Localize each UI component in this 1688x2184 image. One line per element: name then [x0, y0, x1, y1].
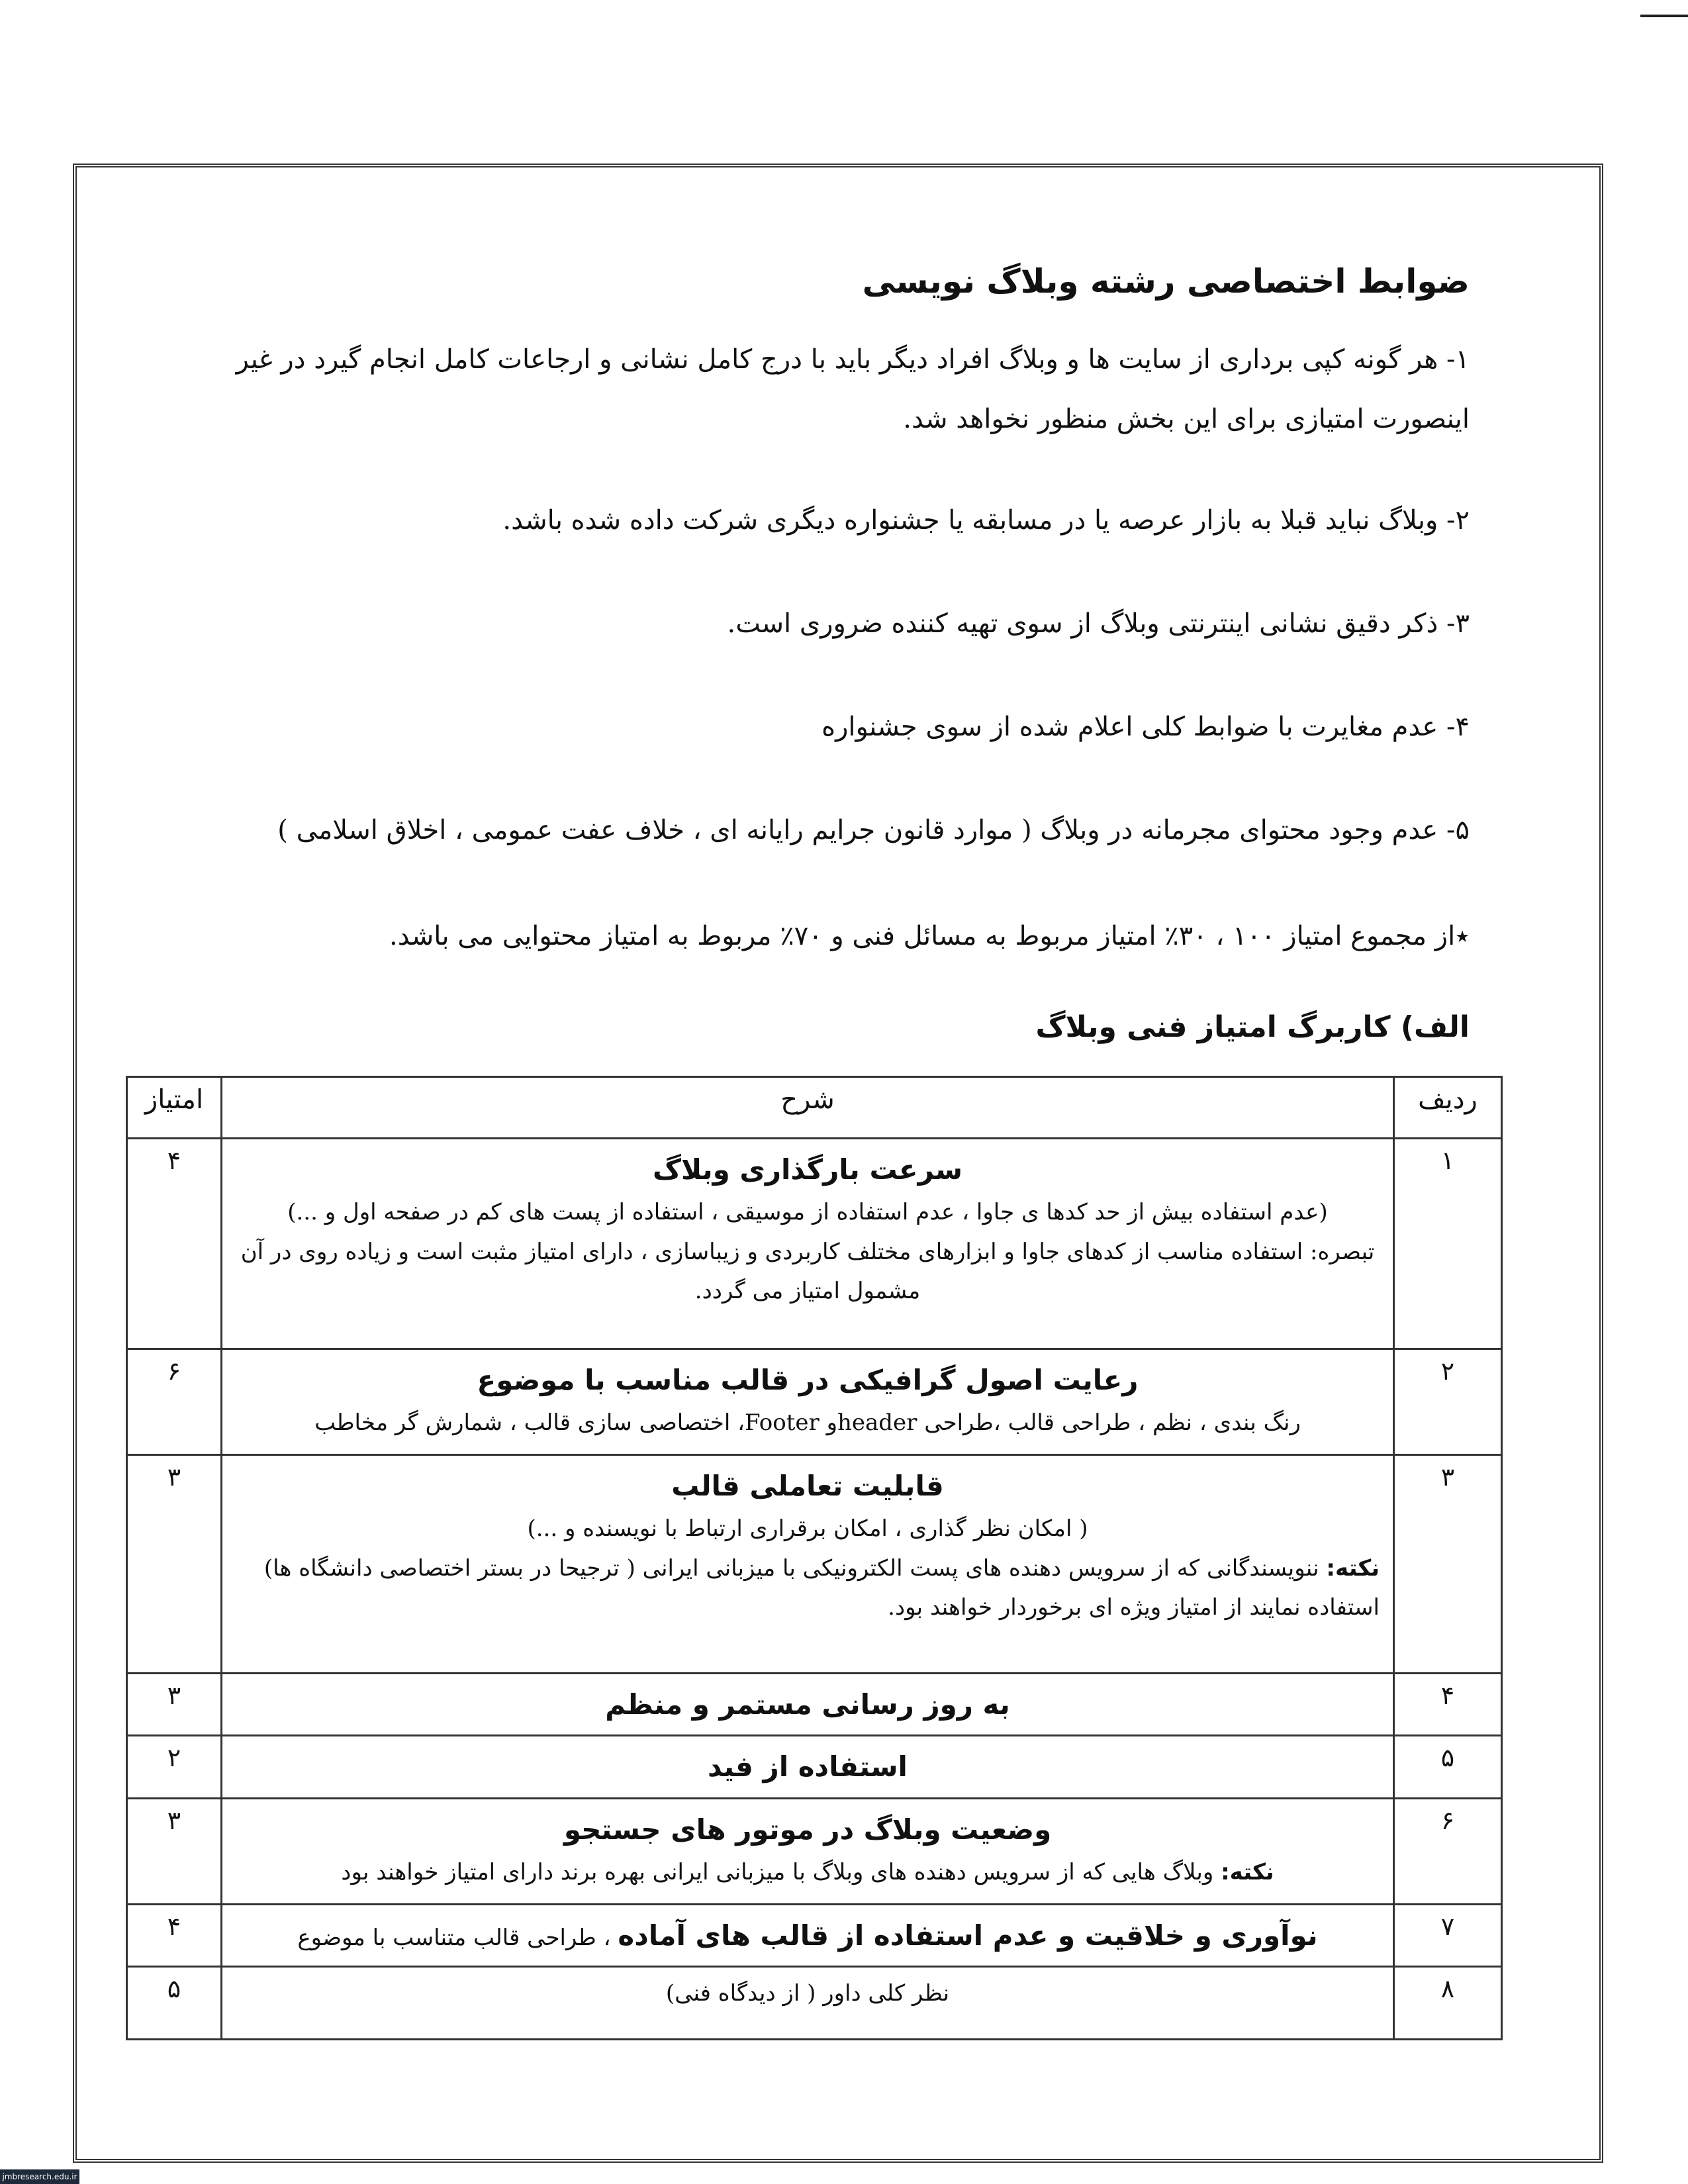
item-title: استفاده از فید [708, 1750, 908, 1783]
technical-score-table [126, 1076, 1503, 2040]
item-note [236, 1853, 1380, 1893]
table-row [127, 1674, 1502, 1736]
row-number: ۷ [1394, 1904, 1502, 1966]
item-title: قابلیت تعاملی قالب [671, 1470, 944, 1502]
rule-5: ۵- عدم وجود محتوای مجرمانه در وبلاگ ( موارد قانون جرایم رایانه ای ، خلاف عفت عمومی ، اخلاق اسلامی ) [277, 815, 1470, 845]
rule-2: ۲- وبلاگ نباید قبلا به بازار عرصه یا در مسابقه یا جشنواره دیگری شرکت داده شده باشد. [502, 505, 1470, 536]
row-description [222, 1967, 1394, 2040]
row-description [222, 1349, 1394, 1455]
item-title: وضعیت وبلاگ در موتور های جستجو [563, 1813, 1052, 1846]
row-score: ۳ [127, 1798, 222, 1904]
rule-3: ۳- ذکر دقیق نشانی اینترنتی وبلاگ از سوی تهیه کننده ضروری است. [727, 608, 1470, 639]
rule-1: ۱- هر گونه کپی برداری از سایت ها و وبلاگ افراد دیگر باید با درج کامل نشانی و ارجاعات کامل انجام گیرد در غیر اینصورت امتیازی برای این بخش منظور نخواهد شد. [236, 344, 1470, 434]
row-description [222, 1674, 1394, 1736]
table-row [127, 1798, 1502, 1904]
table-row [127, 1139, 1502, 1349]
row-number: ۲ [1394, 1349, 1502, 1455]
row-score: ۳ [127, 1455, 222, 1674]
note-label: نکته: [1326, 1554, 1380, 1582]
row-number: ۳ [1394, 1455, 1502, 1674]
table-row [127, 1904, 1502, 1966]
row-score: ۴ [127, 1904, 222, 1966]
rule-4: ۴- عدم مغایرت با ضوابط کلی اعلام شده از سوی جشنواره [821, 712, 1470, 742]
note-text: وبلاگ هایی که از سرویس دهنده های وبلاگ با میزبانی ایرانی بهره برند دارای امتیاز خواهند بود [341, 1859, 1221, 1886]
item-detail: (عدم استفاده بیش از حد کدها ی جاوا ، عدم استفاده از موسیقی ، استفاده از پست های کم در صفحه اول و ...) [287, 1199, 1328, 1226]
item-title: به روز رسانی مستمر و منظم [605, 1688, 1010, 1721]
item-detail: ( امکان نظر گذاری ، امکان برقراری ارتباط با نویسنده و ...) [527, 1515, 1088, 1543]
footer-watermark: jmbresearch.edu.ir [0, 2169, 79, 2184]
score-summary: ٭از مجموع امتیاز ۱۰۰ ، ۳۰٪ امتیاز مربوط به مسائل فنی و ۷۰٪ مربوط به امتیاز محتوایی می باشد. [389, 921, 1470, 951]
item-title-suffix: ، طراحی قالب متناسب با موضوع [297, 1924, 611, 1951]
item-detail: تبصره: استفاده مناسب از کدهای جاوا و ابزارهای مختلف کاربردی و زیباسازی ، دارای امتیاز مثبت است و زیاده روی در آن مشمول امتیاز می گردد. [240, 1238, 1375, 1305]
item-title: نوآوری و خلاقیت و عدم استفاده از قالب های آماده [618, 1919, 1318, 1952]
item-combined [236, 1912, 1380, 1959]
item-detail: رنگ بندی ، نظم ، طراحی قالب ،طراحی headerو Footer، اختصاصی سازی قالب ، شمارش گر مخاطب [314, 1409, 1301, 1437]
row-number: ۴ [1394, 1674, 1502, 1736]
page-title: ضوابط اختصاصی رشته وبلاگ نویسی [862, 262, 1470, 301]
document-body [185, 258, 1470, 1044]
row-description [222, 1455, 1394, 1674]
header-description: شرح [222, 1077, 1394, 1139]
row-number: ۶ [1394, 1798, 1502, 1904]
note-text: ننویسندگانی که از سرویس دهنده های پست الکترونیکی با میزبانی ایرانی ( ترجیحا در بستر اختصاصی دانشگاه ها) استفاده نمایند از امتیاز ویژه ای برخوردار خواهند بود. [263, 1554, 1380, 1621]
row-description [222, 1798, 1394, 1904]
row-number: ۱ [1394, 1139, 1502, 1349]
item-title: سرعت بارگذاری وبلاگ [652, 1153, 963, 1186]
row-score: ۲ [127, 1736, 222, 1798]
table-row [127, 1967, 1502, 2040]
section-title: الف) کاربرگ امتیاز فنی وبلاگ [1035, 1010, 1470, 1044]
row-score: ۶ [127, 1349, 222, 1455]
note-label: نکته: [1221, 1859, 1274, 1886]
row-description [222, 1904, 1394, 1966]
header-row-number: ردیف [1394, 1077, 1502, 1139]
row-number: ۵ [1394, 1736, 1502, 1798]
row-description [222, 1139, 1394, 1349]
row-score: ۵ [127, 1967, 222, 2040]
item-detail: نظر کلی داور ( از دیدگاه فنی) [665, 1980, 950, 2007]
table-header-row [127, 1077, 1502, 1139]
row-number: ۸ [1394, 1967, 1502, 2040]
table-row [127, 1455, 1502, 1674]
row-score: ۴ [127, 1139, 222, 1349]
corner-mark [1640, 15, 1688, 17]
row-description [222, 1736, 1394, 1798]
row-score: ۳ [127, 1674, 222, 1736]
header-score: امتیاز [127, 1077, 222, 1139]
table-row [127, 1349, 1502, 1455]
table-row [127, 1736, 1502, 1798]
item-title: رعایت اصول گرافیکی در قالب مناسب با موضوع [477, 1364, 1139, 1396]
item-note [236, 1549, 1380, 1628]
